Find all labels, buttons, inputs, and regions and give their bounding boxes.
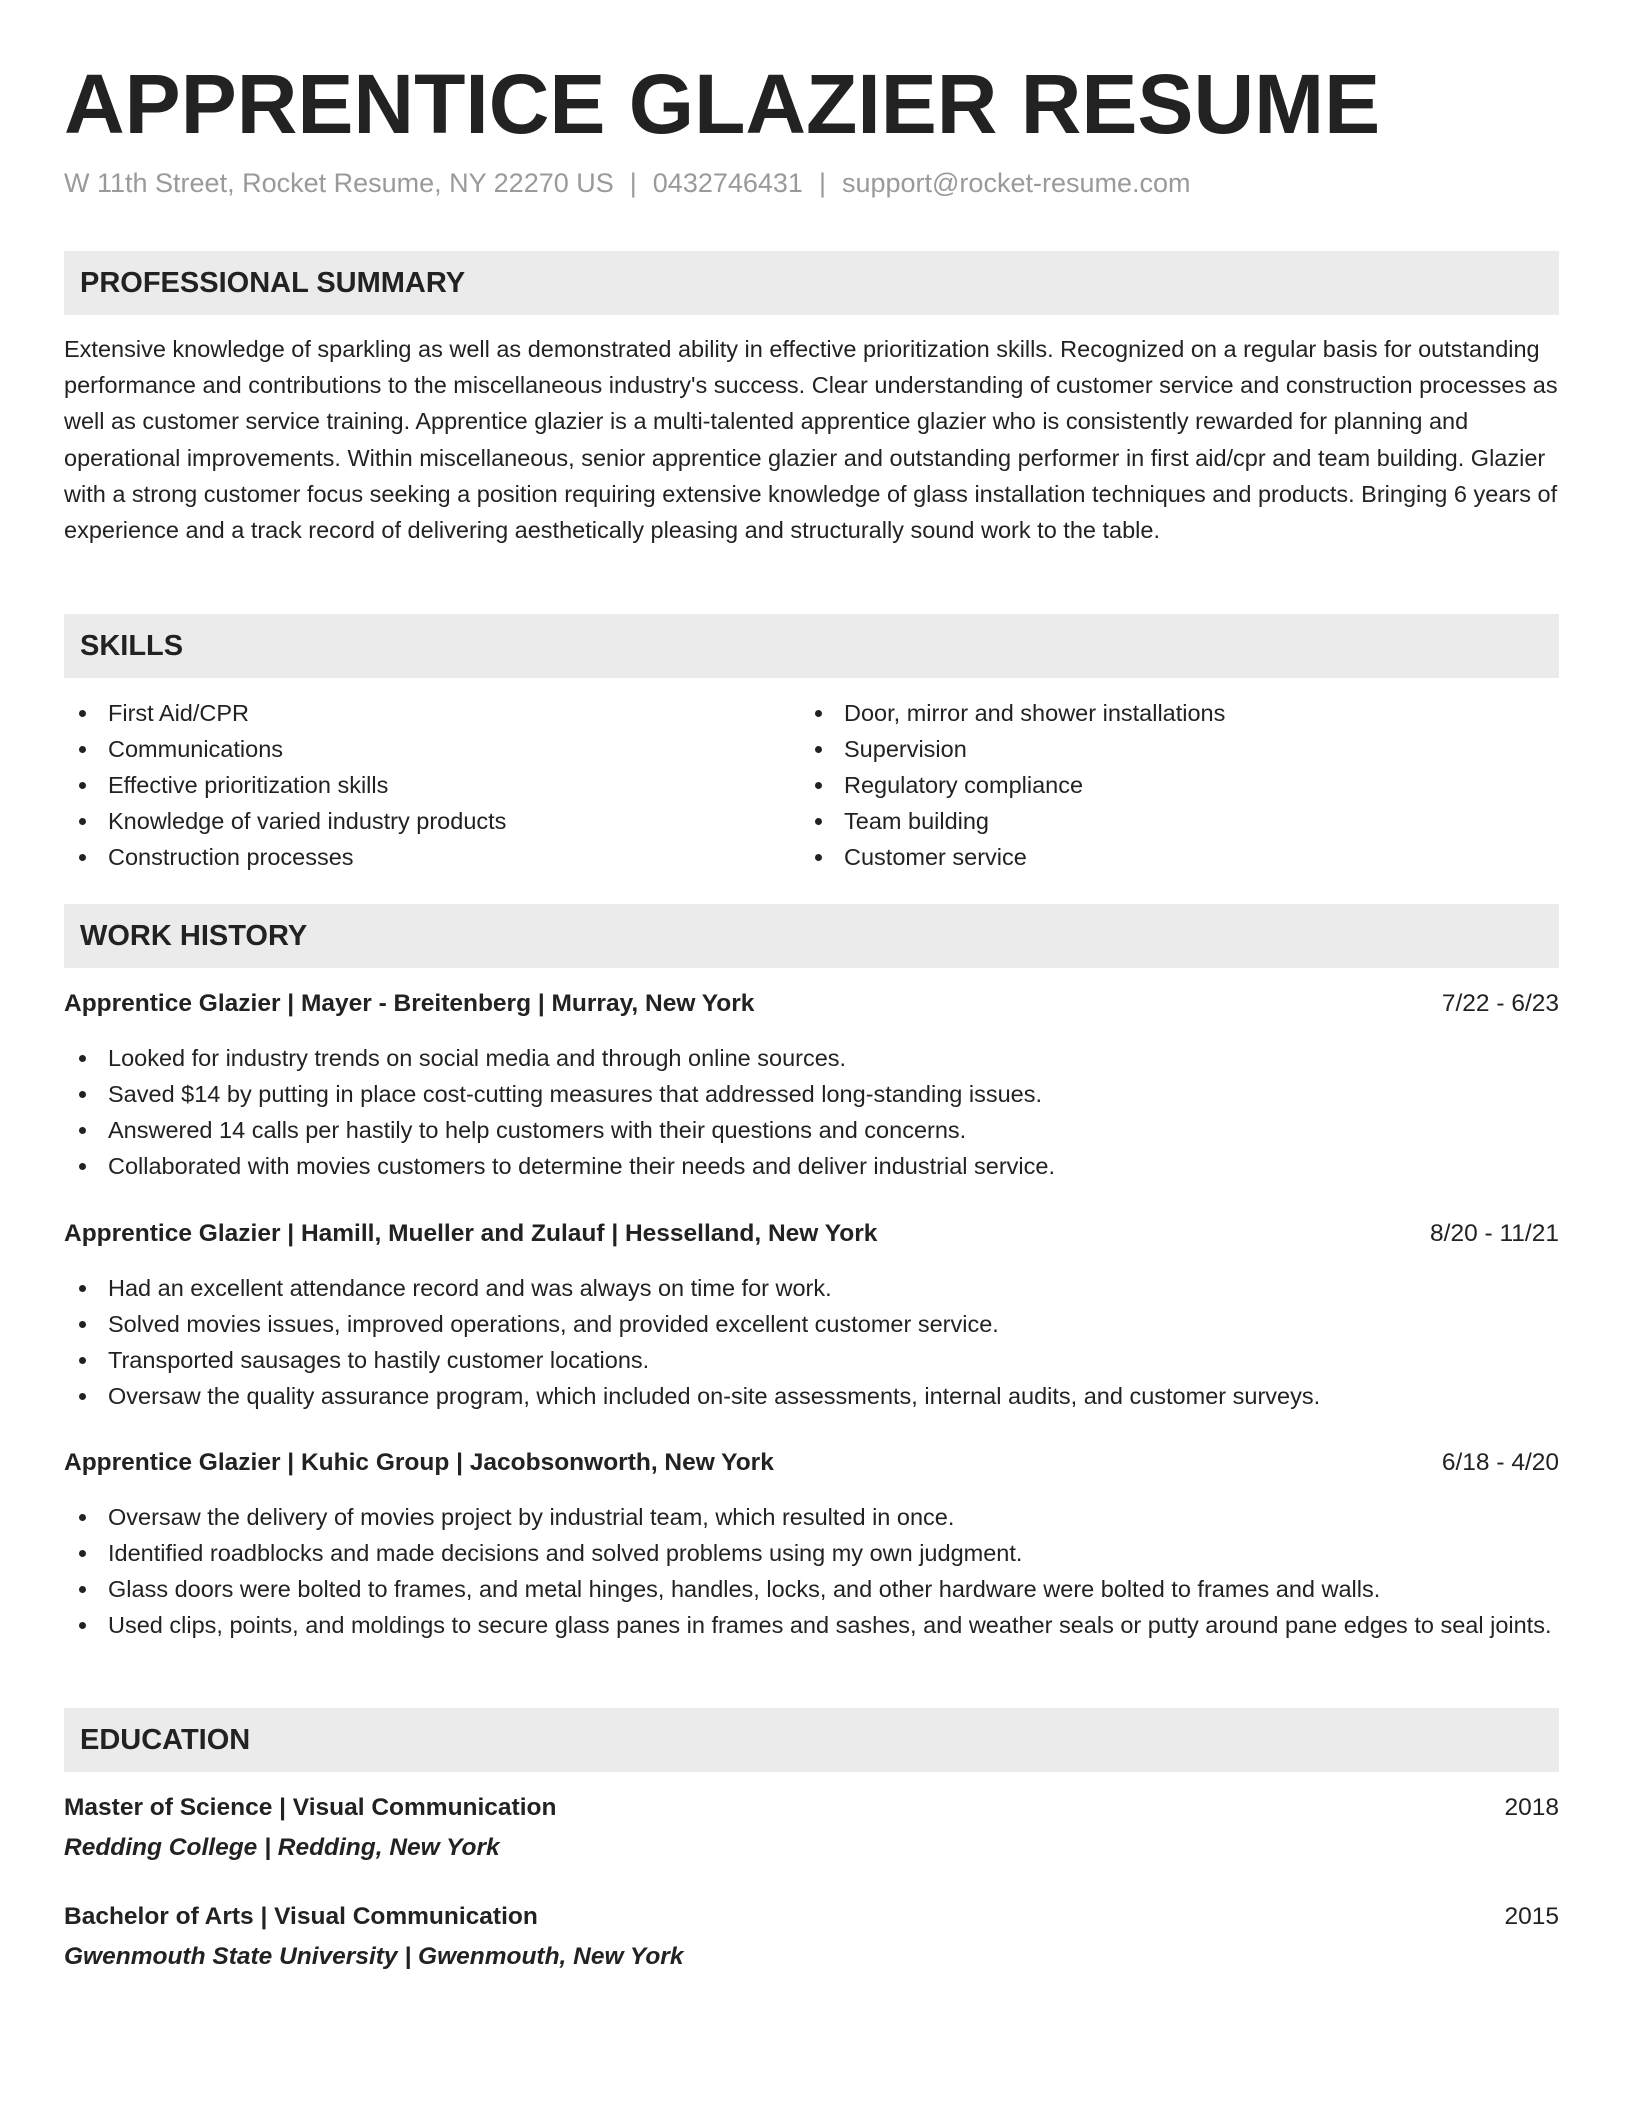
skill-item: First Aid/CPR: [64, 695, 764, 731]
education-degree: Bachelor of Arts | Visual Communication: [64, 1903, 538, 1930]
job-entry: [64, 1445, 1559, 1638]
job-header: [64, 1445, 1559, 1485]
job-title: Apprentice Glazier | Hamill, Mueller and Zulauf | Hesselland, New York: [64, 1220, 878, 1247]
work-section-header: [64, 904, 1559, 968]
job-bullet: Collaborated with movies customers to determine their needs and deliver industrial service.: [64, 1148, 1559, 1184]
skills-column-right: [800, 695, 1500, 875]
skill-item: Effective prioritization skills: [64, 767, 764, 803]
education-entry: [64, 1790, 1559, 1870]
skills-column-left: [64, 695, 764, 875]
job-dates: 7/22 - 6/23: [1441, 990, 1559, 1017]
skill-item: Team building: [800, 803, 1500, 839]
skill-item: Knowledge of varied industry products: [64, 803, 764, 839]
job-bullet: Answered 14 calls per hastily to help customers with their questions and concerns.: [64, 1112, 1559, 1148]
job-title: Apprentice Glazier | Kuhic Group | Jacobsonworth, New York: [64, 1449, 774, 1476]
job-bullet: Identified roadblocks and made decisions and solved problems using my own judgment.: [64, 1535, 1559, 1571]
education-year: 2015: [1504, 1903, 1559, 1930]
job-dates: 6/18 - 4/20: [1441, 1449, 1559, 1476]
skills-list-left: [64, 695, 764, 875]
contact-email: support@rocket-resume.com: [841, 168, 1191, 198]
education-section-header: [64, 1708, 1559, 1772]
contact-line: [64, 166, 1191, 200]
summary-section-header: [64, 251, 1559, 315]
contact-separator: |: [629, 168, 637, 198]
job-bullet: Solved movies issues, improved operations, and provided excellent customer service.: [64, 1306, 1559, 1342]
contact-separator: |: [818, 168, 826, 198]
education-degree: Master of Science | Visual Communication: [64, 1794, 557, 1821]
education-heading: EDUCATION: [80, 1724, 251, 1756]
skill-item: Door, mirror and shower installations: [800, 695, 1500, 731]
contact-address: W 11th Street, Rocket Resume, NY 22270 US: [64, 168, 614, 198]
education-school: Gwenmouth State University | Gwenmouth, New York: [64, 1943, 684, 1970]
job-header: [64, 986, 1559, 1026]
job-dates: 8/20 - 11/21: [1430, 1220, 1559, 1247]
job-bullets: [64, 1499, 1559, 1643]
job-bullet: Transported sausages to hastily customer locations.: [64, 1342, 1559, 1378]
skill-item: Construction processes: [64, 839, 764, 875]
resume-title: APPRENTICE GLAZIER RESUME: [64, 57, 1381, 151]
job-bullets: [64, 1270, 1559, 1414]
job-bullet: Had an excellent attendance record and was always on time for work.: [64, 1270, 1559, 1306]
job-title: Apprentice Glazier | Mayer - Breitenberg | Murray, New York: [64, 990, 755, 1017]
skill-item: Regulatory compliance: [800, 767, 1500, 803]
job-bullet: Saved $14 by putting in place cost-cutting measures that addressed long-standing issues.: [64, 1076, 1559, 1112]
job-header: [64, 1216, 1559, 1256]
skill-item: Customer service: [800, 839, 1500, 875]
skills-section-header: [64, 614, 1559, 678]
job-entry: [64, 986, 1559, 1179]
work-heading: WORK HISTORY: [80, 920, 308, 952]
skill-item: Communications: [64, 731, 764, 767]
summary-heading: PROFESSIONAL SUMMARY: [80, 267, 466, 299]
job-bullet: Used clips, points, and moldings to secure glass panes in frames and sashes, and weather seals or putty around pane edges to seal joints.: [64, 1607, 1559, 1643]
education-school: Redding College | Redding, New York: [64, 1834, 500, 1861]
summary-text: Extensive knowledge of sparkling as well as demonstrated ability in effective prioritization skills. Recognized on a regular basis for outstanding performance and contributions to the miscellaneous industry's success. Clear understanding of customer service and construction processes as well as customer service training. Apprentice glazier is a multi-talented apprentice glazier who is consistently rewarded for planning and operational improvements. Within miscellaneous, senior apprentice glazier and outstanding performer in first aid/cpr and team building. Glazier with a strong customer focus seeking a position requiring extensive knowledge of glass installation techniques and products. Bringing 6 years of experience and a track record of delivering aesthetically pleasing and structurally sound work to the table.: [64, 336, 1558, 544]
education-year: 2018: [1504, 1794, 1559, 1821]
job-bullets: [64, 1040, 1559, 1184]
job-entry: [64, 1216, 1559, 1409]
skill-item: Supervision: [800, 731, 1500, 767]
contact-phone: 0432746431: [652, 168, 803, 198]
job-bullet: Glass doors were bolted to frames, and metal hinges, handles, locks, and other hardware were bolted to frames and walls.: [64, 1571, 1559, 1607]
job-bullet: Oversaw the quality assurance program, which included on-site assessments, internal audits, and customer surveys.: [64, 1378, 1559, 1414]
job-bullet: Looked for industry trends on social media and through online sources.: [64, 1040, 1559, 1076]
job-bullet: Oversaw the delivery of movies project by industrial team, which resulted in once.: [64, 1499, 1559, 1535]
education-entry: [64, 1899, 1559, 1979]
skills-heading: SKILLS: [80, 630, 184, 662]
skills-list-right: [800, 695, 1500, 875]
